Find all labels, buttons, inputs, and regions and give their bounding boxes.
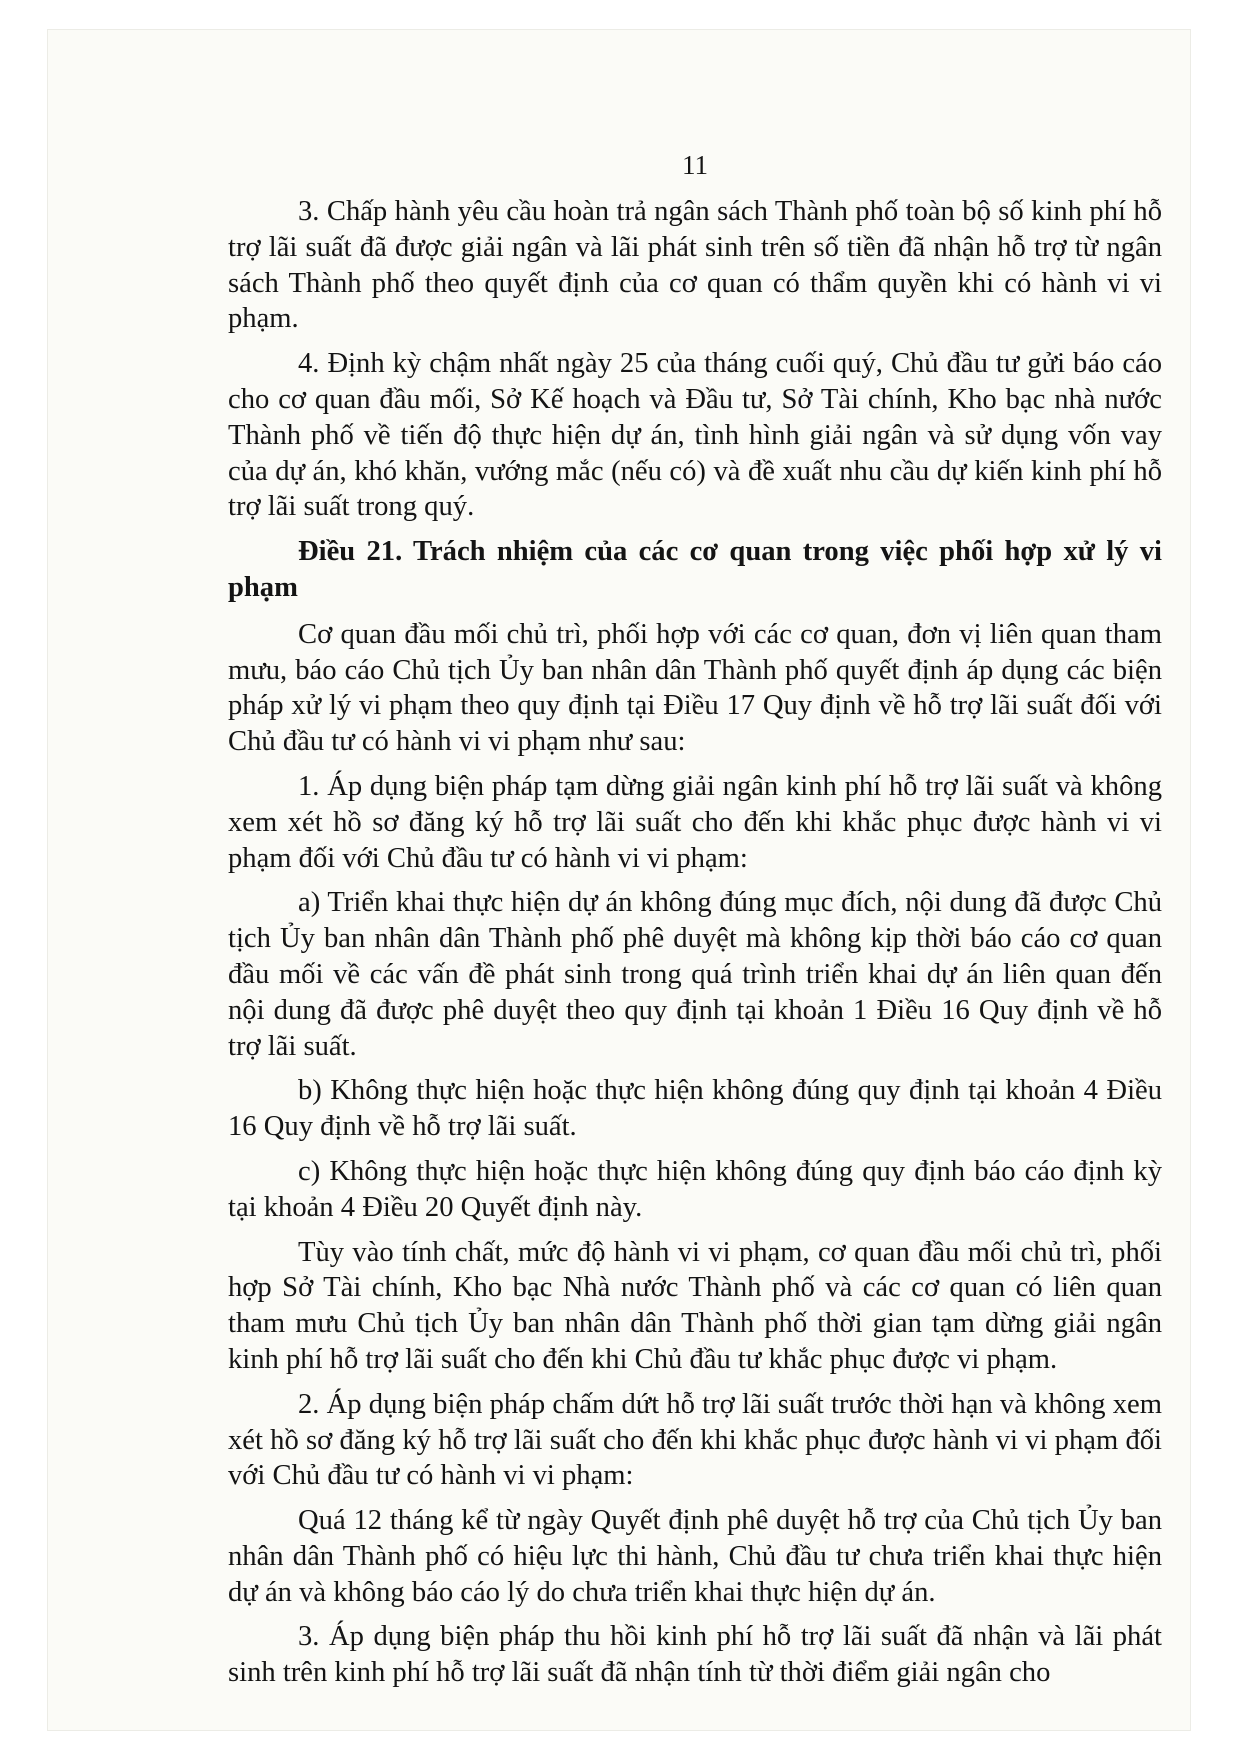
paragraph-suspension-duration: Tùy vào tính chất, mức độ hành vi vi phạm, cơ quan đầu mối chủ trì, phối hợp Sở Tài chính, Kho bạc Nhà nước Thành phố và các cơ quan có liên quan tham mưu Chủ tịch Ủy ban nhân dân Thành phố thời gian tạm dừng giải ngân kinh phí hỗ trợ lãi suất cho đến khi Chủ đầu tư khắc phục được vi phạm. (228, 1236, 1162, 1375)
paragraph-item-a: a) Triển khai thực hiện dự án không đúng mục đích, nội dung đã được Chủ tịch Ủy ban nhân dân Thành phố phê duyệt mà không kịp thời báo cáo cơ quan đầu mối về các vấn đề phát sinh trong quá trình triển khai dự án liên quan đến nội dung đã được phê duyệt theo quy định tại khoản 1 Điều 16 Quy định về hỗ trợ lãi suất. (228, 887, 1162, 1062)
paragraph-coordinating-agency: Cơ quan đầu mối chủ trì, phối hợp với các cơ quan, đơn vị liên quan tham mưu, báo cáo Chủ tịch Ủy ban nhân dân Thành phố quyết định áp dụng các biện pháp xử lý vi phạm theo quy định tại Điều 17 Quy định về hỗ trợ lãi suất đối với Chủ đầu tư có hành vi vi phạm như sau: (228, 618, 1162, 758)
paragraph-terminate-support: 2. Áp dụng biện pháp chấm dứt hỗ trợ lãi suất trước thời hạn và không xem xét hồ sơ đăng ký hỗ trợ lãi suất cho đến khi khắc phục được hành vi vi phạm đối với Chủ đầu tư có hành vi vi phạm: (228, 1388, 1162, 1492)
paragraph-12-months: Quá 12 tháng kể từ ngày Quyết định phê duyệt hỗ trợ của Chủ tịch Ủy ban nhân dân Thành phố có hiệu lực thi hành, Chủ đầu tư chưa triển khai thực hiện dự án và không báo cáo lý do chưa triển khai thực hiện dự án. (228, 1505, 1162, 1608)
paragraph-repay-budget: 3. Chấp hành yêu cầu hoàn trả ngân sách Thành phố toàn bộ số kinh phí hỗ trợ lãi suất đã được giải ngân và lãi phát sinh trên số tiền đã nhận hỗ trợ từ ngân sách Thành phố theo quyết định của cơ quan có thẩm quyền khi có hành vi vi phạm. (228, 196, 1162, 335)
page-content (228, 150, 1162, 1700)
paragraph-quarterly-report: 4. Định kỳ chậm nhất ngày 25 của tháng cuối quý, Chủ đầu tư gửi báo cáo cho cơ quan đầu mối, Sở Kế hoạch và Đầu tư, Sở Tài chính, Kho bạc nhà nước Thành phố về tiến độ thực hiện dự án, tình hình giải ngân và sử dụng vốn vay của dự án, khó khăn, vướng mắc (nếu có) và đề xuất nhu cầu dự kiến kinh phí hỗ trợ lãi suất trong quý. (228, 348, 1162, 523)
paragraph-suspend-disbursement: 1. Áp dụng biện pháp tạm dừng giải ngân kinh phí hỗ trợ lãi suất và không xem xét hồ sơ đăng ký hỗ trợ lãi suất cho đến khi khắc phục được hành vi vi phạm đối với Chủ đầu tư có hành vi vi phạm: (228, 770, 1162, 874)
document-page (48, 30, 1190, 1730)
paragraph-recover-funds: 3. Áp dụng biện pháp thu hồi kinh phí hỗ trợ lãi suất đã nhận và lãi phát sinh trên kinh phí hỗ trợ lãi suất đã nhận tính từ thời điểm giải ngân cho (228, 1621, 1162, 1689)
paragraph-item-b: b) Không thực hiện hoặc thực hiện không đúng quy định tại khoản 4 Điều 16 Quy định về hỗ trợ lãi suất. (228, 1075, 1162, 1143)
page-number: 11 (682, 150, 708, 180)
paragraph-item-c: c) Không thực hiện hoặc thực hiện không đúng quy định báo cáo định kỳ tại khoản 4 Điều 20 Quyết định này. (228, 1155, 1162, 1223)
article-21-heading: Điều 21. Trách nhiệm của các cơ quan trong việc phối hợp xử lý vi phạm (228, 536, 1162, 603)
